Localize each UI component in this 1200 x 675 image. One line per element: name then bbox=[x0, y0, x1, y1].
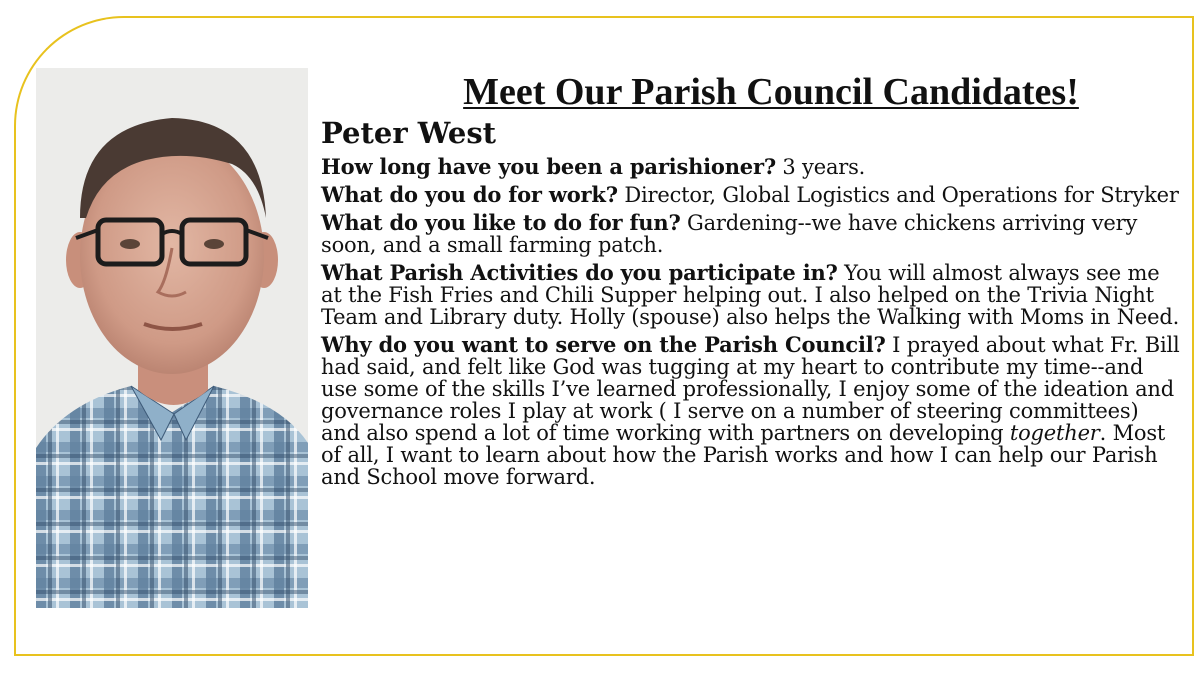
candidate-photo bbox=[36, 68, 308, 608]
qa-item-activities bbox=[321, 262, 1181, 328]
question: How long have you been a parishioner? bbox=[321, 154, 776, 179]
candidate-name: Peter West bbox=[321, 116, 497, 150]
answer-emphasis: together bbox=[1009, 421, 1100, 445]
page-title: Meet Our Parish Council Candidates! bbox=[463, 71, 1079, 113]
qa-item-motivation bbox=[321, 334, 1181, 488]
answer-part-2: . Most of all, I want to learn about how the Parish works and how I can help our Parish and School move forward. bbox=[321, 421, 1166, 489]
qa-item-fun bbox=[321, 212, 1181, 256]
answer: 3 years. bbox=[782, 155, 866, 179]
answer: You will almost always see me at the Fish Fries and Chili Supper helping out. I also helped on the Trivia Night Team and Library duty. Holly (spouse) also helps the Walking with Moms in Need. bbox=[321, 261, 1180, 329]
qa-item-tenure bbox=[321, 156, 1181, 178]
question: What Parish Activities do you participate in? bbox=[321, 260, 838, 285]
question: What do you do for work? bbox=[321, 182, 618, 207]
answer: Director, Global Logistics and Operations for Stryker bbox=[624, 183, 1179, 207]
question: Why do you want to serve on the Parish Council? bbox=[321, 332, 886, 357]
question: What do you like to do for fun? bbox=[321, 210, 681, 235]
answer-part-1: I prayed about what Fr. Bill had said, and felt like God was tugging at my heart to contribute my time--and use some of the skills I’ve learned professionally, I enjoy some of the ideation and governance roles I play at work ( I serve on a number of steering committees) and also spend a lot of time working with partners on developing bbox=[321, 333, 1180, 445]
candidate-profile bbox=[321, 70, 1181, 494]
answer: Gardening--we have chickens arriving very soon, and a small farming patch. bbox=[321, 211, 1138, 257]
qa-item-work bbox=[321, 184, 1181, 206]
